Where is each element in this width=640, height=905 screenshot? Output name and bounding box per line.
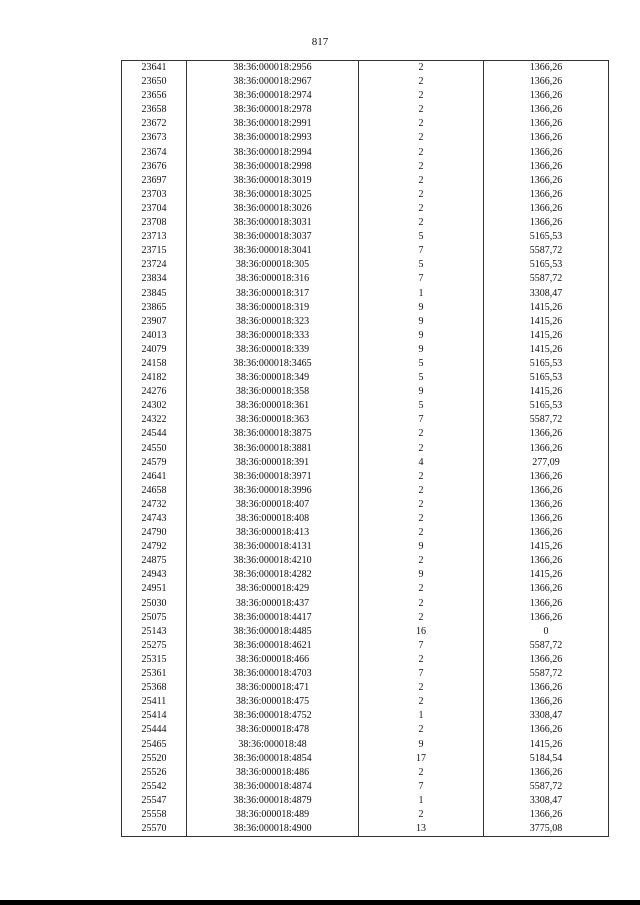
cadastral-number-cell: 38:36:000018:3025: [187, 188, 359, 202]
amount-cell: 3308,47: [484, 287, 609, 301]
count-cell: 7: [359, 413, 484, 427]
row-number-cell: 25558: [122, 808, 187, 822]
table-row: [122, 315, 609, 329]
count-cell: 9: [359, 301, 484, 315]
amount-cell: 1366,26: [484, 216, 609, 230]
amount-cell: 3775,08: [484, 822, 609, 837]
table-row: [122, 89, 609, 103]
table-row: [122, 357, 609, 371]
amount-cell: 5165,53: [484, 230, 609, 244]
row-number-cell: 24658: [122, 484, 187, 498]
row-number-cell: 24322: [122, 413, 187, 427]
count-cell: 9: [359, 385, 484, 399]
row-number-cell: 25143: [122, 625, 187, 639]
row-number-cell: 23650: [122, 75, 187, 89]
row-number-cell: 25547: [122, 794, 187, 808]
row-number-cell: 23715: [122, 244, 187, 258]
table-row: [122, 723, 609, 737]
row-number-cell: 23641: [122, 61, 187, 76]
cadastral-number-cell: 38:36:000018:339: [187, 343, 359, 357]
table-row: [122, 61, 609, 76]
amount-cell: 1366,26: [484, 75, 609, 89]
count-cell: 7: [359, 780, 484, 794]
cadastral-number-cell: 38:36:000018:3041: [187, 244, 359, 258]
count-cell: 2: [359, 582, 484, 596]
cadastral-number-cell: 38:36:000018:3881: [187, 442, 359, 456]
row-number-cell: 23845: [122, 287, 187, 301]
amount-cell: 5587,72: [484, 667, 609, 681]
row-number-cell: 23676: [122, 160, 187, 174]
row-number-cell: 24544: [122, 427, 187, 441]
cadastral-number-cell: 38:36:000018:4621: [187, 639, 359, 653]
amount-cell: 5165,53: [484, 357, 609, 371]
row-number-cell: 24943: [122, 568, 187, 582]
amount-cell: 1366,26: [484, 131, 609, 145]
cadastral-number-cell: 38:36:000018:413: [187, 526, 359, 540]
table-row: [122, 272, 609, 286]
table-row: [122, 681, 609, 695]
cadastral-number-cell: 38:36:000018:408: [187, 512, 359, 526]
cadastral-number-cell: 38:36:000018:2991: [187, 117, 359, 131]
table-row: [122, 568, 609, 582]
table-row: [122, 329, 609, 343]
amount-cell: 1366,26: [484, 681, 609, 695]
table-row: [122, 597, 609, 611]
table-row: [122, 244, 609, 258]
count-cell: 2: [359, 442, 484, 456]
table-row: [122, 371, 609, 385]
cadastral-number-cell: 38:36:000018:317: [187, 287, 359, 301]
row-number-cell: 23656: [122, 89, 187, 103]
amount-cell: 5165,53: [484, 399, 609, 413]
row-number-cell: 24792: [122, 540, 187, 554]
count-cell: 2: [359, 484, 484, 498]
table-row: [122, 625, 609, 639]
count-cell: 2: [359, 174, 484, 188]
count-cell: 9: [359, 329, 484, 343]
table-row: [122, 639, 609, 653]
cadastral-number-cell: 38:36:000018:486: [187, 766, 359, 780]
row-number-cell: 24182: [122, 371, 187, 385]
table-row: [122, 780, 609, 794]
row-number-cell: 24079: [122, 343, 187, 357]
cadastral-number-cell: 38:36:000018:323: [187, 315, 359, 329]
amount-cell: 1366,26: [484, 61, 609, 76]
amount-cell: 1366,26: [484, 427, 609, 441]
amount-cell: 1415,26: [484, 568, 609, 582]
amount-cell: 5165,53: [484, 371, 609, 385]
amount-cell: 1366,26: [484, 174, 609, 188]
count-cell: 2: [359, 103, 484, 117]
count-cell: 7: [359, 244, 484, 258]
count-cell: 5: [359, 258, 484, 272]
cadastral-number-cell: 38:36:000018:4131: [187, 540, 359, 554]
count-cell: 2: [359, 160, 484, 174]
table-row: [122, 117, 609, 131]
cadastral-number-cell: 38:36:000018:407: [187, 498, 359, 512]
row-number-cell: 23907: [122, 315, 187, 329]
count-cell: 2: [359, 216, 484, 230]
amount-cell: 1366,26: [484, 89, 609, 103]
amount-cell: 1366,26: [484, 611, 609, 625]
count-cell: 9: [359, 568, 484, 582]
amount-cell: 1366,26: [484, 146, 609, 160]
row-number-cell: 23658: [122, 103, 187, 117]
count-cell: 7: [359, 667, 484, 681]
count-cell: 5: [359, 399, 484, 413]
count-cell: 2: [359, 512, 484, 526]
cadastral-number-cell: 38:36:000018:3971: [187, 470, 359, 484]
count-cell: 2: [359, 681, 484, 695]
amount-cell: 1415,26: [484, 738, 609, 752]
amount-cell: 3308,47: [484, 709, 609, 723]
count-cell: 2: [359, 766, 484, 780]
row-number-cell: 25465: [122, 738, 187, 752]
count-cell: 9: [359, 343, 484, 357]
table-row: [122, 230, 609, 244]
count-cell: 4: [359, 456, 484, 470]
cadastral-number-cell: 38:36:000018:489: [187, 808, 359, 822]
table-row: [122, 442, 609, 456]
cadastral-number-cell: 38:36:000018:3037: [187, 230, 359, 244]
row-number-cell: 24641: [122, 470, 187, 484]
table-row: [122, 160, 609, 174]
cadastral-number-cell: 38:36:000018:316: [187, 272, 359, 286]
count-cell: 2: [359, 597, 484, 611]
count-cell: 1: [359, 794, 484, 808]
table-row: [122, 174, 609, 188]
count-cell: 1: [359, 287, 484, 301]
table-row: [122, 498, 609, 512]
amount-cell: 1366,26: [484, 498, 609, 512]
cadastral-number-cell: 38:36:000018:4417: [187, 611, 359, 625]
row-number-cell: 25526: [122, 766, 187, 780]
amount-cell: 5587,72: [484, 780, 609, 794]
count-cell: 13: [359, 822, 484, 837]
cadastral-number-cell: 38:36:000018:4752: [187, 709, 359, 723]
table-row: [122, 667, 609, 681]
count-cell: 5: [359, 230, 484, 244]
cadastral-number-cell: 38:36:000018:2967: [187, 75, 359, 89]
row-number-cell: 25414: [122, 709, 187, 723]
table-row: [122, 216, 609, 230]
row-number-cell: 25075: [122, 611, 187, 625]
count-cell: 2: [359, 554, 484, 568]
cadastral-number-cell: 38:36:000018:333: [187, 329, 359, 343]
cadastral-number-cell: 38:36:000018:466: [187, 653, 359, 667]
row-number-cell: 24743: [122, 512, 187, 526]
amount-cell: 1366,26: [484, 723, 609, 737]
count-cell: 17: [359, 752, 484, 766]
cadastral-number-cell: 38:36:000018:4703: [187, 667, 359, 681]
table-row: [122, 484, 609, 498]
table-row: [122, 146, 609, 160]
table-row: [122, 540, 609, 554]
amount-cell: 277,09: [484, 456, 609, 470]
cadastral-number-cell: 38:36:000018:4282: [187, 568, 359, 582]
row-number-cell: 25361: [122, 667, 187, 681]
row-number-cell: 24302: [122, 399, 187, 413]
count-cell: 2: [359, 526, 484, 540]
table-row: [122, 385, 609, 399]
count-cell: 2: [359, 611, 484, 625]
amount-cell: 3308,47: [484, 794, 609, 808]
cadastral-number-cell: 38:36:000018:2994: [187, 146, 359, 160]
registry-table-body: [122, 61, 609, 837]
count-cell: 1: [359, 709, 484, 723]
count-cell: 5: [359, 371, 484, 385]
amount-cell: 5184,54: [484, 752, 609, 766]
cadastral-number-cell: 38:36:000018:2974: [187, 89, 359, 103]
row-number-cell: 23713: [122, 230, 187, 244]
table-row: [122, 512, 609, 526]
amount-cell: 1415,26: [484, 343, 609, 357]
table-row: [122, 822, 609, 837]
amount-cell: 1366,26: [484, 202, 609, 216]
row-number-cell: 23834: [122, 272, 187, 286]
count-cell: 2: [359, 131, 484, 145]
table-row: [122, 202, 609, 216]
table-row: [122, 695, 609, 709]
amount-cell: 5587,72: [484, 272, 609, 286]
cadastral-number-cell: 38:36:000018:4900: [187, 822, 359, 837]
amount-cell: 1415,26: [484, 540, 609, 554]
row-number-cell: 24158: [122, 357, 187, 371]
row-number-cell: 23674: [122, 146, 187, 160]
row-number-cell: 25570: [122, 822, 187, 837]
table-row: [122, 413, 609, 427]
amount-cell: 1366,26: [484, 554, 609, 568]
row-number-cell: 25275: [122, 639, 187, 653]
cadastral-number-cell: 38:36:000018:3026: [187, 202, 359, 216]
cadastral-number-cell: 38:36:000018:391: [187, 456, 359, 470]
row-number-cell: 24790: [122, 526, 187, 540]
table-row: [122, 526, 609, 540]
amount-cell: 1366,26: [484, 695, 609, 709]
row-number-cell: 23672: [122, 117, 187, 131]
amount-cell: 0: [484, 625, 609, 639]
cadastral-number-cell: 38:36:000018:4210: [187, 554, 359, 568]
row-number-cell: 25520: [122, 752, 187, 766]
cadastral-number-cell: 38:36:000018:3019: [187, 174, 359, 188]
cadastral-number-cell: 38:36:000018:2978: [187, 103, 359, 117]
table-row: [122, 653, 609, 667]
table-row: [122, 456, 609, 470]
cadastral-number-cell: 38:36:000018:3996: [187, 484, 359, 498]
amount-cell: 1366,26: [484, 512, 609, 526]
amount-cell: 5587,72: [484, 244, 609, 258]
cadastral-number-cell: 38:36:000018:358: [187, 385, 359, 399]
count-cell: 2: [359, 89, 484, 103]
amount-cell: 1366,26: [484, 160, 609, 174]
amount-cell: 1366,26: [484, 117, 609, 131]
table-row: [122, 131, 609, 145]
amount-cell: 1366,26: [484, 597, 609, 611]
table-row: [122, 611, 609, 625]
table-row: [122, 188, 609, 202]
row-number-cell: 24550: [122, 442, 187, 456]
count-cell: 2: [359, 188, 484, 202]
count-cell: 2: [359, 75, 484, 89]
cadastral-number-cell: 38:36:000018:478: [187, 723, 359, 737]
cadastral-number-cell: 38:36:000018:361: [187, 399, 359, 413]
count-cell: 2: [359, 723, 484, 737]
count-cell: 2: [359, 653, 484, 667]
cadastral-number-cell: 38:36:000018:4879: [187, 794, 359, 808]
row-number-cell: 25315: [122, 653, 187, 667]
cadastral-number-cell: 38:36:000018:3031: [187, 216, 359, 230]
row-number-cell: 23708: [122, 216, 187, 230]
page-number: 817: [311, 36, 329, 48]
row-number-cell: 23697: [122, 174, 187, 188]
row-number-cell: 24276: [122, 385, 187, 399]
count-cell: 2: [359, 61, 484, 76]
amount-cell: 1366,26: [484, 653, 609, 667]
amount-cell: 1366,26: [484, 808, 609, 822]
row-number-cell: 24951: [122, 582, 187, 596]
cadastral-number-cell: 38:36:000018:475: [187, 695, 359, 709]
cadastral-number-cell: 38:36:000018:471: [187, 681, 359, 695]
cadastral-number-cell: 38:36:000018:3875: [187, 427, 359, 441]
amount-cell: 5587,72: [484, 639, 609, 653]
amount-cell: 1415,26: [484, 301, 609, 315]
table-row: [122, 258, 609, 272]
amount-cell: 1415,26: [484, 385, 609, 399]
row-number-cell: 23673: [122, 131, 187, 145]
table-row: [122, 582, 609, 596]
cadastral-number-cell: 38:36:000018:429: [187, 582, 359, 596]
table-row: [122, 808, 609, 822]
row-number-cell: 23703: [122, 188, 187, 202]
row-number-cell: 25411: [122, 695, 187, 709]
count-cell: 2: [359, 498, 484, 512]
cadastral-number-cell: 38:36:000018:48: [187, 738, 359, 752]
count-cell: 2: [359, 146, 484, 160]
count-cell: 9: [359, 315, 484, 329]
row-number-cell: 25444: [122, 723, 187, 737]
count-cell: 9: [359, 540, 484, 554]
amount-cell: 1366,26: [484, 188, 609, 202]
cadastral-number-cell: 38:36:000018:4874: [187, 780, 359, 794]
table-row: [122, 738, 609, 752]
amount-cell: 1366,26: [484, 442, 609, 456]
row-number-cell: 24013: [122, 329, 187, 343]
table-row: [122, 470, 609, 484]
cadastral-number-cell: 38:36:000018:2998: [187, 160, 359, 174]
table-row: [122, 554, 609, 568]
amount-cell: 1415,26: [484, 329, 609, 343]
cadastral-number-cell: 38:36:000018:4854: [187, 752, 359, 766]
count-cell: 7: [359, 639, 484, 653]
row-number-cell: 25030: [122, 597, 187, 611]
row-number-cell: 24579: [122, 456, 187, 470]
count-cell: 5: [359, 357, 484, 371]
cadastral-number-cell: 38:36:000018:437: [187, 597, 359, 611]
count-cell: 16: [359, 625, 484, 639]
row-number-cell: 24732: [122, 498, 187, 512]
row-number-cell: 25368: [122, 681, 187, 695]
row-number-cell: 23724: [122, 258, 187, 272]
registry-table: [121, 60, 609, 837]
row-number-cell: 23704: [122, 202, 187, 216]
count-cell: 2: [359, 470, 484, 484]
table-row: [122, 75, 609, 89]
table-row: [122, 794, 609, 808]
count-cell: 2: [359, 427, 484, 441]
table-row: [122, 709, 609, 723]
amount-cell: 5587,72: [484, 413, 609, 427]
cadastral-number-cell: 38:36:000018:349: [187, 371, 359, 385]
table-row: [122, 427, 609, 441]
cadastral-number-cell: 38:36:000018:2993: [187, 131, 359, 145]
count-cell: 9: [359, 738, 484, 752]
row-number-cell: 25542: [122, 780, 187, 794]
amount-cell: 5165,53: [484, 258, 609, 272]
cadastral-number-cell: 38:36:000018:305: [187, 258, 359, 272]
row-number-cell: 23865: [122, 301, 187, 315]
table-row: [122, 766, 609, 780]
cadastral-number-cell: 38:36:000018:4485: [187, 625, 359, 639]
table-row: [122, 301, 609, 315]
amount-cell: 1366,26: [484, 470, 609, 484]
cadastral-number-cell: 38:36:000018:363: [187, 413, 359, 427]
table-row: [122, 287, 609, 301]
count-cell: 2: [359, 808, 484, 822]
cadastral-number-cell: 38:36:000018:2956: [187, 61, 359, 76]
table-row: [122, 752, 609, 766]
row-number-cell: 24875: [122, 554, 187, 568]
count-cell: 2: [359, 202, 484, 216]
table-row: [122, 103, 609, 117]
cadastral-number-cell: 38:36:000018:3465: [187, 357, 359, 371]
count-cell: 7: [359, 272, 484, 286]
amount-cell: 1366,26: [484, 526, 609, 540]
table-row: [122, 399, 609, 413]
cadastral-number-cell: 38:36:000018:319: [187, 301, 359, 315]
amount-cell: 1366,26: [484, 766, 609, 780]
count-cell: 2: [359, 117, 484, 131]
amount-cell: 1366,26: [484, 582, 609, 596]
amount-cell: 1366,26: [484, 484, 609, 498]
amount-cell: 1415,26: [484, 315, 609, 329]
scan-bottom-edge: [0, 900, 640, 905]
amount-cell: 1366,26: [484, 103, 609, 117]
count-cell: 2: [359, 695, 484, 709]
table-row: [122, 343, 609, 357]
